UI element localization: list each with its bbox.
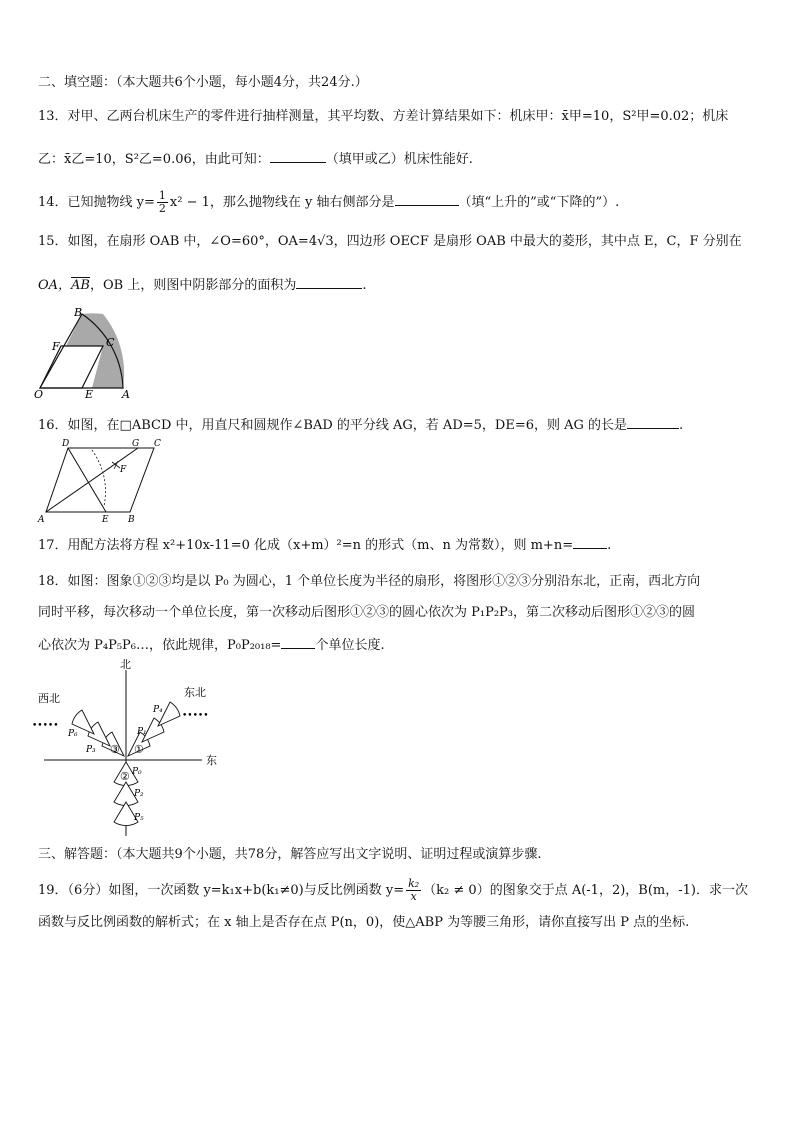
q19-line2: 函数与反比例函数的解析式；在 x 轴上是否存在点 P(n，0)，使△ABP 为等腰三角形，请你直接写出 P 点的坐标.	[38, 915, 690, 930]
fig16-label-f: F	[120, 465, 127, 475]
q15-line2-c: .	[362, 278, 367, 293]
figure-18	[30, 656, 230, 844]
q16-line	[38, 416, 683, 435]
fig18-circled-3: ③	[110, 743, 120, 756]
fig15-label-c: C	[106, 336, 115, 349]
fig18-label-p6: P₆	[68, 729, 78, 739]
q15-line1: 15．如图，在扇形 OAB 中，∠O=60°，OA=4√3，四边形 OECF 是扇形 OAB 中最大的菱形，其中点 E，C，F 分别在	[38, 234, 742, 249]
fig15-shaded-top	[66, 313, 103, 346]
q14-text-a: 14．已知抛物线 y=	[38, 195, 155, 210]
fig18-label-p2: P₂	[134, 789, 144, 799]
q19-line1	[38, 878, 748, 903]
q15-line2-a: OA，	[38, 278, 72, 293]
fig18-label-north: 北	[120, 658, 131, 671]
fig18-label-east: 东	[206, 754, 217, 767]
fig15-label-a: A	[122, 388, 130, 400]
figure-16	[34, 436, 164, 526]
q13-line1-text: 13．对甲、乙两台机床生产的零件进行抽样测量，其平均数、方差计算结果如下：机床甲：	[38, 109, 562, 124]
q13-answer-blank[interactable]	[270, 150, 326, 163]
q15-answer-blank[interactable]	[296, 276, 362, 289]
fig16-label-g: G	[132, 439, 140, 449]
q13-line2-prefix: 乙：	[38, 152, 65, 167]
q14-answer-blank[interactable]	[395, 193, 459, 206]
q14-fraction	[157, 190, 168, 215]
q15-line2	[38, 276, 366, 295]
q19-line1-b: （k₂ ≠ 0）的图象交于点 A(-1，2)，B(m，-1)．求一次	[423, 883, 748, 898]
fig15-label-e: E	[85, 388, 94, 400]
fig18-label-northwest: 西北	[38, 692, 60, 705]
q18-line1: 18．如图：图象①②③均是以 P₀ 为圆心，1 个单位长度为半径的扇形，将图形①②③分别沿东北，正南，西北方向	[38, 574, 701, 589]
q13-var-jia: S²甲=0.02；机床	[622, 109, 729, 124]
q13-mean-jia: x̄甲=10，	[561, 109, 623, 124]
q16-text-b: .	[679, 418, 684, 433]
q19-fraction-num: k₂	[408, 877, 420, 890]
fig16-bisector-ag	[46, 448, 138, 512]
q13-line2-suffix: （填甲或乙）机床性能好.	[325, 152, 473, 167]
q17-text-b: .	[607, 538, 612, 553]
fig16-label-c: C	[154, 439, 161, 449]
fig15-label-o: O	[34, 388, 44, 400]
q18-line3-b: 个单位长度.	[315, 638, 385, 653]
q13-line2	[38, 150, 473, 169]
q14-fraction-den: 2	[158, 202, 166, 215]
q16-answer-blank[interactable]	[627, 416, 679, 429]
fig16-label-a: A	[38, 515, 45, 525]
figure-15	[30, 304, 140, 400]
q18-line2: 同时平移，每次移动一个单位长度，第一次移动后图形①②③的圆心依次为 P₁P₂P₃，第二次移动后图形①②③的圆	[38, 605, 696, 620]
fig15-rhombus	[40, 346, 103, 388]
fig18-circled-2: ②	[120, 770, 130, 783]
q14-text-b: x² − 1，那么抛物线在 y 轴右侧部分是	[169, 195, 395, 210]
q14-line	[38, 190, 619, 215]
q16-text-a: 16．如图，在□ABCD 中，用直尺和圆规作∠BAD 的平分线 AG，若 AD=5，DE=6，则 AG 的长是	[38, 418, 628, 433]
section2-heading: 二、填空题：（本大题共6个小题，每小题4分，共24分.）	[38, 75, 368, 90]
fig18-label-p4: P₄	[153, 705, 163, 715]
q17-answer-blank[interactable]	[573, 536, 607, 549]
q14-fraction-num: 1	[158, 189, 166, 202]
q18-line3-a: 心依次为 P₄P₅P₆…，依此规律，P₀P₂₀₁₈=	[38, 638, 282, 653]
section3-heading: 三、解答题：（本大题共9个小题，共78分，解答应写出文字说明、证明过程或演算步骤.	[38, 847, 542, 862]
q13-var-yi: S²乙=0.06，由此可知：	[124, 152, 270, 167]
q15-arc-ab: $\overline{AB}$	[71, 278, 90, 293]
fig16-label-e: E	[102, 515, 109, 525]
fig16-mark2	[114, 461, 118, 469]
q17-text-a: 17．用配方法将方程 x²+10x-11=0 化成（x+m）²=n 的形式（m、n 为常数），则 m+n=	[38, 538, 574, 553]
fig18-label-p3: P₃	[86, 745, 96, 755]
fig18-label-p1: P₁	[137, 727, 147, 737]
q19-fraction-den: x	[410, 890, 417, 903]
fig18-dots-ne: •••••	[182, 711, 209, 721]
fig16-segment-de	[68, 448, 106, 512]
q14-text-c: （填“上升的”或“下降的”）.	[458, 195, 620, 210]
fig18-label-northeast: 东北	[184, 686, 206, 699]
fig16-label-d: D	[62, 439, 70, 449]
fig15-label-b: B	[74, 306, 83, 319]
q13-mean-yi: x̄乙=10，	[64, 152, 125, 167]
q17-line	[38, 536, 611, 555]
fig18-sector-3-p3	[88, 722, 110, 746]
q13-line1	[38, 108, 728, 126]
fig18-dots-nw: •••••	[32, 721, 59, 731]
q19-line1-a: 19．（6分）如图，一次函数 y=k₁x+b(k₁≠0)与反比例函数 y=	[38, 883, 405, 898]
q18-answer-blank[interactable]	[281, 636, 315, 649]
fig18-label-p0: P₀	[132, 767, 142, 777]
q19-fraction	[406, 878, 421, 903]
fig18-label-p5: P₅	[134, 813, 144, 823]
fig18-circled-1: ①	[134, 743, 144, 756]
q18-line3	[38, 636, 385, 655]
q15-line2-b: ，OB 上，则图中阴影部分的面积为	[90, 278, 297, 293]
fig16-label-b: B	[128, 515, 135, 525]
fig15-label-f: F	[52, 340, 60, 353]
